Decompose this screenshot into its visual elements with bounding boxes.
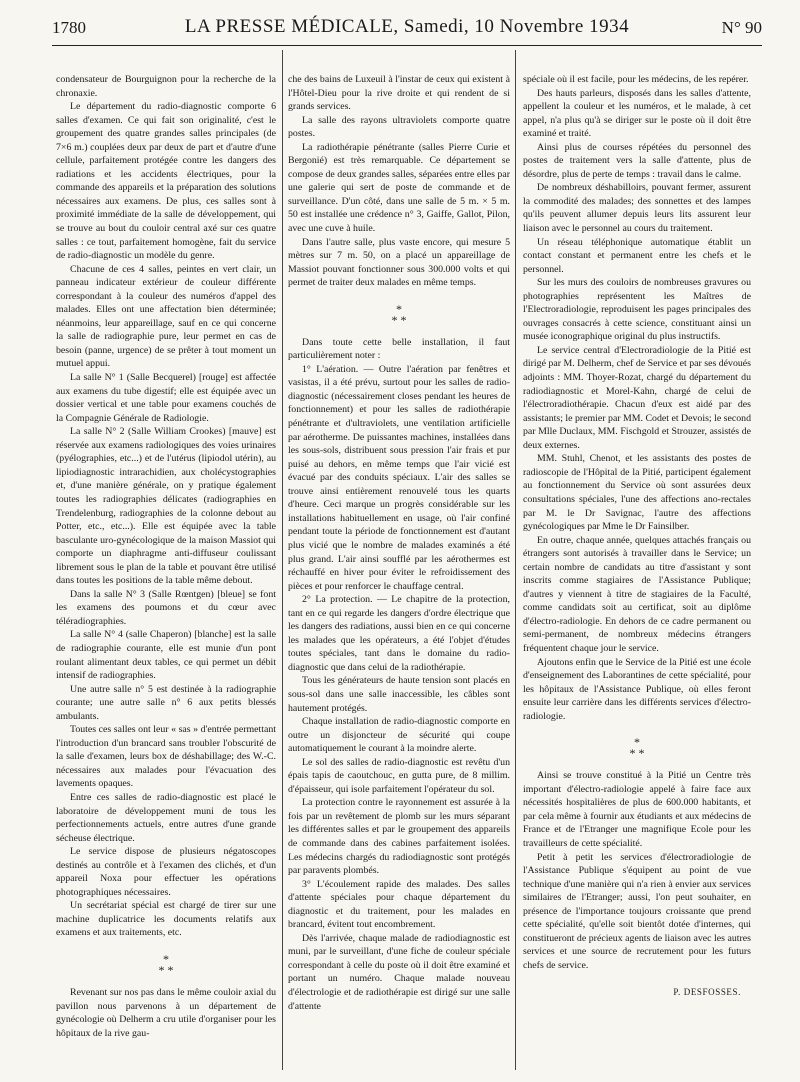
paragraph: Sur les murs des couloirs de nombreuses gravures ou photographies représentent les Maîtres de l'Electroradiologie, reproduisent les pages principales des ouvrages consacrés à cette science, constituant ainsi un musée iconographique original du plus instructifs. [523, 277, 751, 343]
paragraph: 2° La protection. — Le chapitre de la protection, tant en ce qui regarde les dangers d'ordre électrique que les dangers des radiations, aussi bien en ce qui concerne les malades que les opérateurs, a été l'objet d'études toutes spéciales, tant dans le domaine du radio-diagnostic que dans celui de la radiothérapie. [288, 594, 510, 673]
paragraph: Dans la salle N° 3 (Salle Rœntgen) [bleue] se font les examens des poumons et du cœur avec téléradiographies. [56, 588, 276, 627]
header-rule [52, 45, 762, 46]
paragraph: condensateur de Bourguignon pour la recherche de la chronaxie. [56, 74, 276, 99]
section-break-stars: * * * [391, 301, 407, 327]
paragraph: Entre ces salles de radio-diagnostic est placé le laboratoire de développement muni de tous les perfectionnements actuels, entre autres d'une grande sécheuse électrique. [56, 791, 276, 844]
paragraph: Une autre salle n° 5 est destinée à la radiographie courante; une autre salle n° 6 aux petits blessés ambulants. [56, 683, 276, 722]
section-break-stars: * * * [158, 952, 174, 977]
paragraph: Chaque installation de radio-diagnostic comporte en outre un disjoncteur de sécurité qui coupe automatiquement le courant à la moindre alerte. [288, 716, 510, 755]
page-number: 1780 [52, 18, 86, 37]
paragraph: De nombreux déshabilloirs, pouvant fermer, assurent la commodité des malades; des sonnettes et des lampes qu'ils peuvent allumer depuis leurs lits assurent leur liaison avec le personnel au cours du traitement. [523, 182, 751, 235]
paragraph: 3° L'écoulement rapide des malades. Des salles d'attente spéciales pour chaque département du diagnostic et du traitement, pour les malades en brancard, évitent tout encombrement. [288, 878, 510, 931]
column-3 [523, 73, 751, 1000]
journal-title: LA PRESSE MÉDICALE, Samedi, 10 Novembre 1934 [184, 16, 630, 37]
paragraph: MM. Stuhl, Chenot, et les assistants des postes de radioscopie de l'Hôpital de la Pitié, participent également au fonctionnement du Service où sont assurées deux consultations spéciales, l'une des affections ano-rectales par M. le Dr Savignac, l'autre des affections gynécologiques par Mme le Dr Fainsilber. [523, 453, 751, 533]
section-break-stars: * * * [629, 735, 645, 761]
issue-number: N° 90 [721, 18, 762, 37]
paragraph: Toutes ces salles ont leur « sas » d'entrée permettant l'introduction d'un brancard sans troubler l'obscurité de la salle d'examen, leurs box de déshabillage; des W.-C. nécessaires aux malades pour l'évacuation des lavements opaques. [56, 724, 276, 790]
paragraph: spéciale où il est facile, pour les médecins, de les repérer. [523, 74, 749, 85]
paragraph: Le sol des salles de radio-diagnostic est revêtu d'un épais tapis de caoutchouc, en gutta pure, de 8 millim. d'épaisseur, qui isole parfaitement l'opérateur du sol. [288, 756, 510, 795]
column-divider [515, 50, 516, 1070]
paragraph: Ainsi se trouve constitué à la Pitié un Centre très important d'électro-radiologie appelé à faire face aux nécessités hospitalières de plus de 600.000 habitants, et par cela même à fournir aux étudiants et aux médecins de France et de l'Etranger une magnifique Ecole pour les travailleurs de cette spécialité. [523, 770, 751, 849]
paragraph: En outre, chaque année, quelques attachés français ou étrangers sont autorisés à travailler dans le Service; un certain nombre de candidats au titre d'assistant y sont inscrits comme stagiaires de l'Assistance Publique; d'autres y viennent à titre de stagiaires de la Faculté, comme candidats soit au certificat, soit au diplôme d'électro-radiologie. En dehors de ce cadre permanent ou semi-permanent, de nombreux médecins étrangers fréquentent chaque jour le service. [523, 534, 751, 654]
paragraph: Petit à petit les services d'électroradiologie de l'Assistance Publique s'équipent au point de vue technique d'une manière qui n'a rien à envier aux services similaires de l'Etranger; aussi, l'on peut souhaiter, en présence de l'importance toujours croissante que prend cette spécialité, qu'elle soit bientôt dotée d'internes, qui constitueront de précieux agents de liaison avec les autres services et une source de recrutement pour les futurs chefs de service. [523, 851, 751, 971]
paragraph: Le département du radio-diagnostic comporte 6 salles d'examen. Ce qui fait son originalité, c'est le groupement des quatre grandes salles principales (de 7×6 m.) couplées deux par deux de part et d'autre d'une cellule, parfaitement protégée contre les dangers des radiations et les accidents électriques, pour la commande des appareils et la préparation des solutions nécessaires aux examens. De plus, ces salles sont à proximité immédiate de la salle de développement, qui se trouve au bout du couloir central axé sur ces quatre salles : ce tout, parfaitement homogène, fait du service de radio-diagnostic un modèle du genre. [56, 101, 276, 262]
paragraph: Un secrétariat spécial est chargé de tirer sur une machine duplicatrice les documents relatifs aux examens et aux traitements, etc. [56, 900, 276, 939]
paragraph: Chacune de ces 4 salles, peintes en vert clair, un panneau indicateur extérieur de couleur différente correspondant à la couleur des numéros d'appel des malades. Elles ont une affectation bien déterminée; néanmoins, leur appareillage, sauf en ce qui concerne la salle de radiographie pure, leur permet en cas de besoin (panne, urgence) de se prêter à tout moment un mutuel appui. [56, 263, 276, 370]
paragraph: La salle N° 2 (Salle William Crookes) [mauve] est réservée aux examens radiologiques des voies urinaires (pyélographies, etc...) et de l'utérus (lipiodol utérin), au lipiodiagnostic intrarachidien, aux cholécystographies et, d'une manière générale, on y pratique également toutes les radiographies délicates (radiographies en Trendelenburg, radiographies de la colonne debout au Potter, etc., etc...). Elle est équipée avec la table basculante uro-gynécologique de la maison Massiot qui comporte un diaphragme anti-diffuseur coulissant librement sous le plan de la table et pouvant être utilisé dans toutes les positions de la table même debout. [56, 426, 276, 587]
paragraph: Revenant sur nos pas dans le même couloir axial du pavillon nous parvenons à un département de gynécologie où Delherm a cru utile d'organiser pour les hôpitaux de la rive gau- [56, 987, 276, 1039]
paragraph: Des hauts parleurs, disposés dans les salles d'attente, appellent la couleur et les numéros, et le malade, à cet appel, n'a plus qu'à se diriger sur le poste où il doit être examiné et traité. [523, 87, 751, 140]
paragraph: Ainsi plus de courses répétées du personnel des postes de traitement vers la salle d'attente, plus de désordre, plus de perte de temps : travail dans le calme. [523, 141, 751, 180]
paragraph: Tous les générateurs de haute tension sont placés en sous-sol dans une salle inaccessible, les câbles sont hautement protégés. [288, 675, 510, 714]
paragraph: Dès l'arrivée, chaque malade de radiodiagnostic est muni, par le surveillant, d'une fiche de couleur spéciale correspondant à celle du poste où il doit être examiné et portant un numéro. Chaque malade nouveau d'électrologie et de radiothérapie est dirigé sur une salle d'attente [288, 932, 510, 1012]
column-divider [282, 50, 283, 1070]
page-header [52, 16, 762, 42]
paragraph: La radiothérapie pénétrante (salles Pierre Curie et Bergonié) est très remarquable. Ce département se compose de deux grandes salles, séparées entre elles par une galerie qui sert de poste de commande et de surveillance. D'un côté, dans une salle de 5 m. × 5 m. 50 est installée une crédence n° 3, Gaiffe, Gallot, Pilon, avec une cuve à huile. [288, 141, 510, 235]
paragraph: Dans toute cette belle installation, il faut particulièrement noter : [288, 336, 510, 362]
paragraph: Ajoutons enfin que le Service de la Pitié est une école d'enseignement des Laborantines de cette spécialité, pour les hôpitaux de l'Assistance Publique, où elles feront ensuite leur carrière dans les différents services d'électro-radiologie. [523, 656, 751, 722]
paragraph: Dans l'autre salle, plus vaste encore, qui mesure 5 mètres sur 7 m. 50, on a placé un appareillage de Massiot pouvant fonctionner sous 300.000 volts et qui permet de traiter deux malades en même temps. [288, 236, 510, 289]
paragraph: Le service central d'Electroradiologie de la Pitié est dirigé par M. Delherm, chef de Service et par ses dévoués adjoints : MM. Thoyer-Rozat, chargé du département du radiodiagnostic et Morel-Kahn, chargé de celui de l'électroradiothérapie. Chacun d'eux est aidé par des assistants; le premier par MM. Codet et Devois; le second par Mlle Duclaux, MM. Fischgold et Strouzer, assistés de deux externes. [523, 344, 751, 451]
column-2 [288, 73, 510, 1013]
paragraph: La protection contre le rayonnement est assurée à la fois par un revêtement de plomb sur les murs séparant les différentes salles et par le groupement des appareils de commande dans des cabines parfaitement isolées. Les médecins chargés du radiodiagnostic sont protégés par paravents plombés. [288, 797, 510, 877]
author-signature: P. DESFOSSES. [673, 987, 741, 998]
column-1 [56, 73, 276, 1040]
paragraph: 1° L'aération. — Outre l'aération par fenêtres et vasistas, il a été prévu, surtout pour les salles de radio-diagnostic (nécessairement closes pendant les heures de fonctionnement) et pour les salles de radiothérapie pénétrante et d'ultraviolets, une ventilation artificielle par aérotherme. De puissantes machines, installées dans les sous-sols, distribuent sous pression l'air frais et pur puisé au dehors, en même temps que l'air vicié est évacué par des conduits spéciaux. L'air des salles se trouve ainsi entièrement renouvelé tous les quarts d'heure. Ceci marque un progrès considérable sur les installations habituellement en usage, où l'air confiné pendant toute la période de fonctionnement est d'autant plus vicié que le nombre de malades examinés a été plus grand. L'air ainsi soufflé par les aérothermes est réchauffé en hiver pour éviter le refroidissement des pièces et pour renforcer le chauffage central. [288, 363, 510, 592]
paragraph: Un réseau téléphonique automatique établit un contact constant et permanent entre les chefs et le personnel. [523, 236, 751, 275]
paragraph: La salle N° 1 (Salle Becquerel) [rouge] est affectée aux examens du tube digestif; elle est équipée avec un dossier vertical et une table pour examens couchés de la Compagnie Générale de Radiologie. [56, 372, 276, 424]
paragraph: Le service dispose de plusieurs négatoscopes destinés au contrôle et à l'examen des clichés, et d'un appareil Noxa pour effectuer les opérations photographiques nécessaires. [56, 846, 276, 898]
paragraph: La salle des rayons ultraviolets comporte quatre postes. [288, 114, 510, 140]
paragraph: La salle N° 4 (salle Chaperon) [blanche] est la salle de radiographie courante, elle est munie d'un pont roulant alimentant deux tables, ce qui permet un débit intensif de radiographies. [56, 629, 276, 682]
paragraph: che des bains de Luxeuil à l'instar de ceux qui existent à l'Hôtel-Dieu pour la rive droite et qui rendent de si grands services. [288, 74, 510, 113]
